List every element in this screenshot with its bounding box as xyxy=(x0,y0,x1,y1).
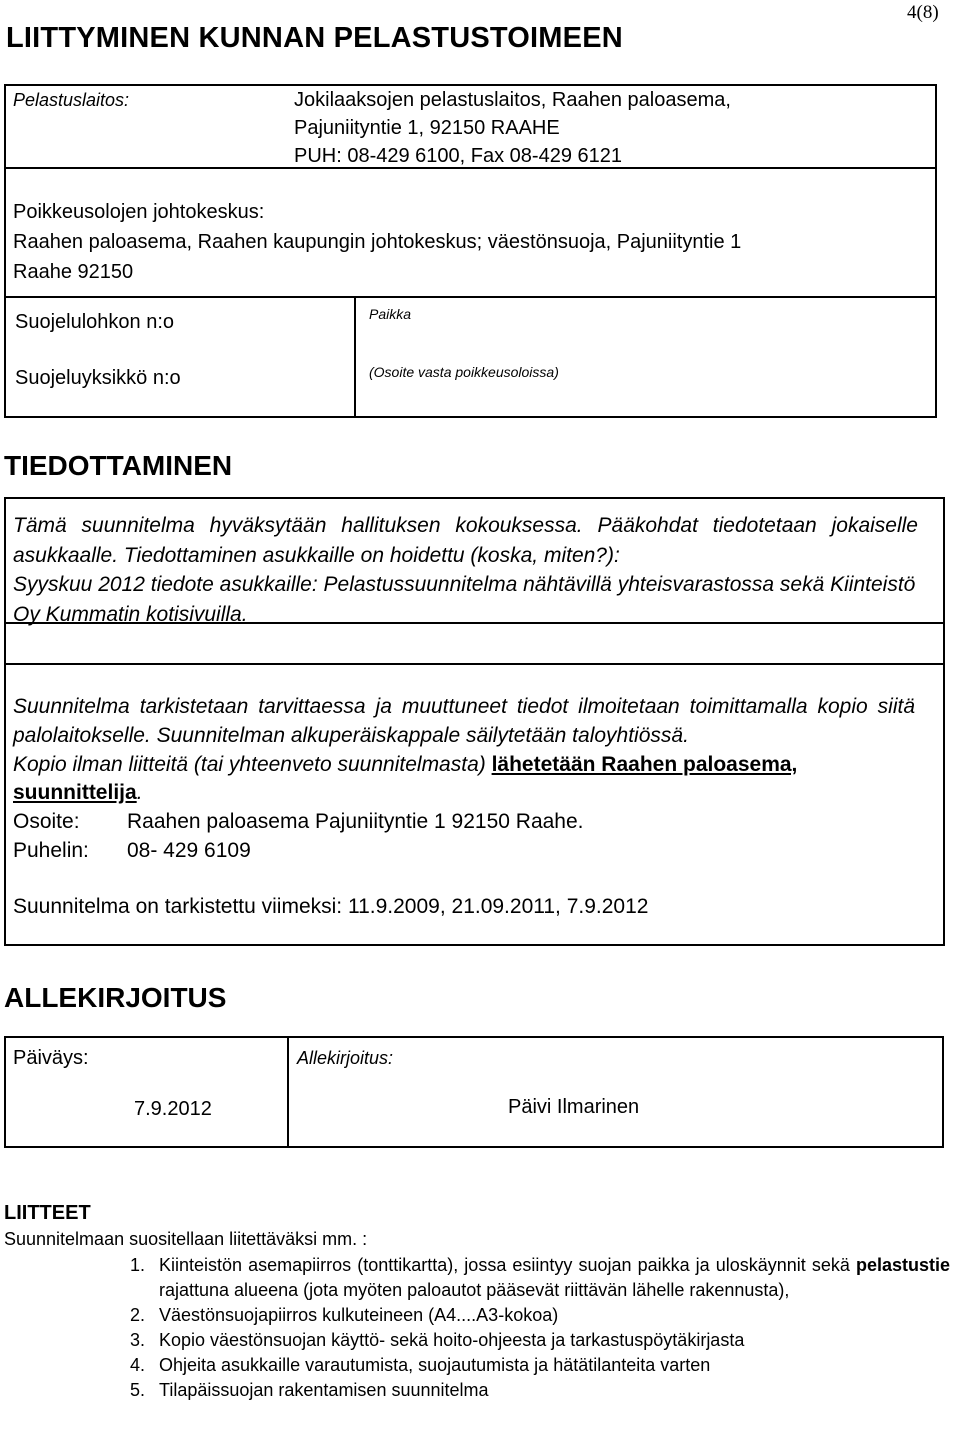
review-copy-end: . xyxy=(136,781,143,805)
attachments-heading: LIITTEET xyxy=(4,1202,91,1224)
review-text xyxy=(13,693,915,866)
phone-row xyxy=(13,837,915,866)
list-item-number: 4. xyxy=(130,1355,146,1375)
informing-heading: TIEDOTTAMINEN xyxy=(4,450,233,481)
phone-value: 08- 429 6109 xyxy=(127,838,251,862)
rescue-label: Pelastuslaitos: xyxy=(13,90,130,110)
divider xyxy=(287,1036,289,1148)
list-item-bold: pelastustie xyxy=(855,1255,950,1275)
address-note: (Osoite vasta poikkeusoloissa) xyxy=(369,364,559,380)
page-number: 4(8) xyxy=(907,2,939,23)
list-item-text: Ohjeita asukkaille varautumista, suojautumista ja hätätilanteita varten xyxy=(159,1355,711,1375)
divider xyxy=(4,663,945,665)
page-title: LIITTYMINEN KUNNAN PELASTUSTOIMEEN xyxy=(6,22,623,54)
review-copy-text: Kopio ilman liitteitä (tai yhteenveto suunnitelmasta) xyxy=(13,752,492,776)
signature-heading: ALLEKIRJOITUS xyxy=(4,982,227,1013)
list-item xyxy=(130,1328,950,1353)
command-center-line: Raahe 92150 xyxy=(13,261,134,283)
date-label: Päiväys: xyxy=(13,1047,89,1069)
list-item-text: Kopio väestönsuojan käyttö- sekä hoito-ohjeesta ja tarkastuspöytäkirjasta xyxy=(159,1330,745,1350)
address-value: Raahen paloasema Pajuniityntie 1 92150 Raahe. xyxy=(127,810,584,834)
address-label: Osoite: xyxy=(13,810,80,834)
list-item-number: 1. xyxy=(130,1255,146,1275)
informing-text xyxy=(13,511,918,629)
list-item-number: 2. xyxy=(130,1305,146,1325)
signature-value: Päivi Ilmarinen xyxy=(508,1096,640,1118)
informing-question: Tämä suunnitelma hyväksytään hallituksen kokouksessa. Pääkohdat tiedotetaan jokaiselle asukkaalle. Tiedottaminen asukkaille on hoidettu (koska, miten?): xyxy=(13,514,918,567)
rescue-details xyxy=(294,86,731,170)
list-item-number: 3. xyxy=(130,1330,146,1350)
rescue-line: Pajuniityntie 1, 92150 RAAHE xyxy=(294,117,560,139)
review-recipient: lähetetään Raahen paloasema, suunnittelija xyxy=(13,752,798,805)
command-center-line: Raahen paloasema, Raahen kaupungin johtokeskus; väestönsuoja, Pajuniityntie 1 xyxy=(13,231,742,253)
phone-label: Puhelin: xyxy=(13,838,89,862)
signature-box xyxy=(4,1036,944,1148)
rescue-line: Jokilaaksojen pelastuslaitos, Raahen paloasema, xyxy=(294,89,731,111)
informing-answer: Syyskuu 2012 tiedote asukkaille: Pelastussuunnitelma nähtävillä yhteisvarastossa sekä Kiinteistö Oy Kummatin kotisivuilla. xyxy=(13,573,916,626)
list-item xyxy=(130,1303,950,1328)
list-item xyxy=(130,1253,950,1303)
attachments-intro: Suunnitelmaan suositellaan liitettäväksi mm. : xyxy=(4,1229,368,1249)
command-center-label: Poikkeusolojen johtokeskus: xyxy=(13,201,265,223)
signature-label: Allekirjoitus: xyxy=(297,1048,394,1068)
rescue-line: PUH: 08-429 6100, Fax 08-429 6121 xyxy=(294,145,622,167)
review-paragraph: Suunnitelma tarkistetaan tarvittaessa ja muuttuneet tiedot ilmoitetaan toimittamalla kopio siitä palolaitokselle. Suunnitelman alkuperäiskappale säilytetään taloyhtiössä. xyxy=(13,695,915,747)
list-item-text xyxy=(159,1253,950,1303)
list-item-text: Väestönsuojapiirros kulkuteineen (A4....A3-kokoa) xyxy=(159,1305,559,1325)
divider xyxy=(354,296,356,418)
attachments-list xyxy=(130,1253,950,1403)
address-row xyxy=(13,808,915,837)
unit-label: Suojeluyksikkö n:o xyxy=(15,367,181,389)
list-item-text-part: rajattuna alueena (jota myöten paloautot pääsevät riittävän lähelle rakennusta), xyxy=(159,1280,790,1300)
list-item xyxy=(130,1353,950,1378)
list-item-text: Tilapäissuojan rakentamisen suunnitelma xyxy=(159,1380,489,1400)
block-label: Suojelulohkon n:o xyxy=(15,311,175,333)
list-item xyxy=(130,1378,950,1403)
divider xyxy=(4,296,937,298)
place-label: Paikka xyxy=(369,306,412,322)
command-center xyxy=(13,197,741,287)
last-checked: Suunnitelma on tarkistettu viimeksi: 11.9.2009, 21.09.2011, 7.9.2012 xyxy=(13,895,649,918)
review-paragraph xyxy=(13,751,915,809)
list-item-text-part: Kiinteistön asemapiirros (tonttikartta), jossa esiintyy suojan paikka ja uloskäynnit sekä xyxy=(159,1255,856,1275)
list-item-number: 5. xyxy=(130,1380,146,1400)
date-value: 7.9.2012 xyxy=(134,1098,212,1120)
